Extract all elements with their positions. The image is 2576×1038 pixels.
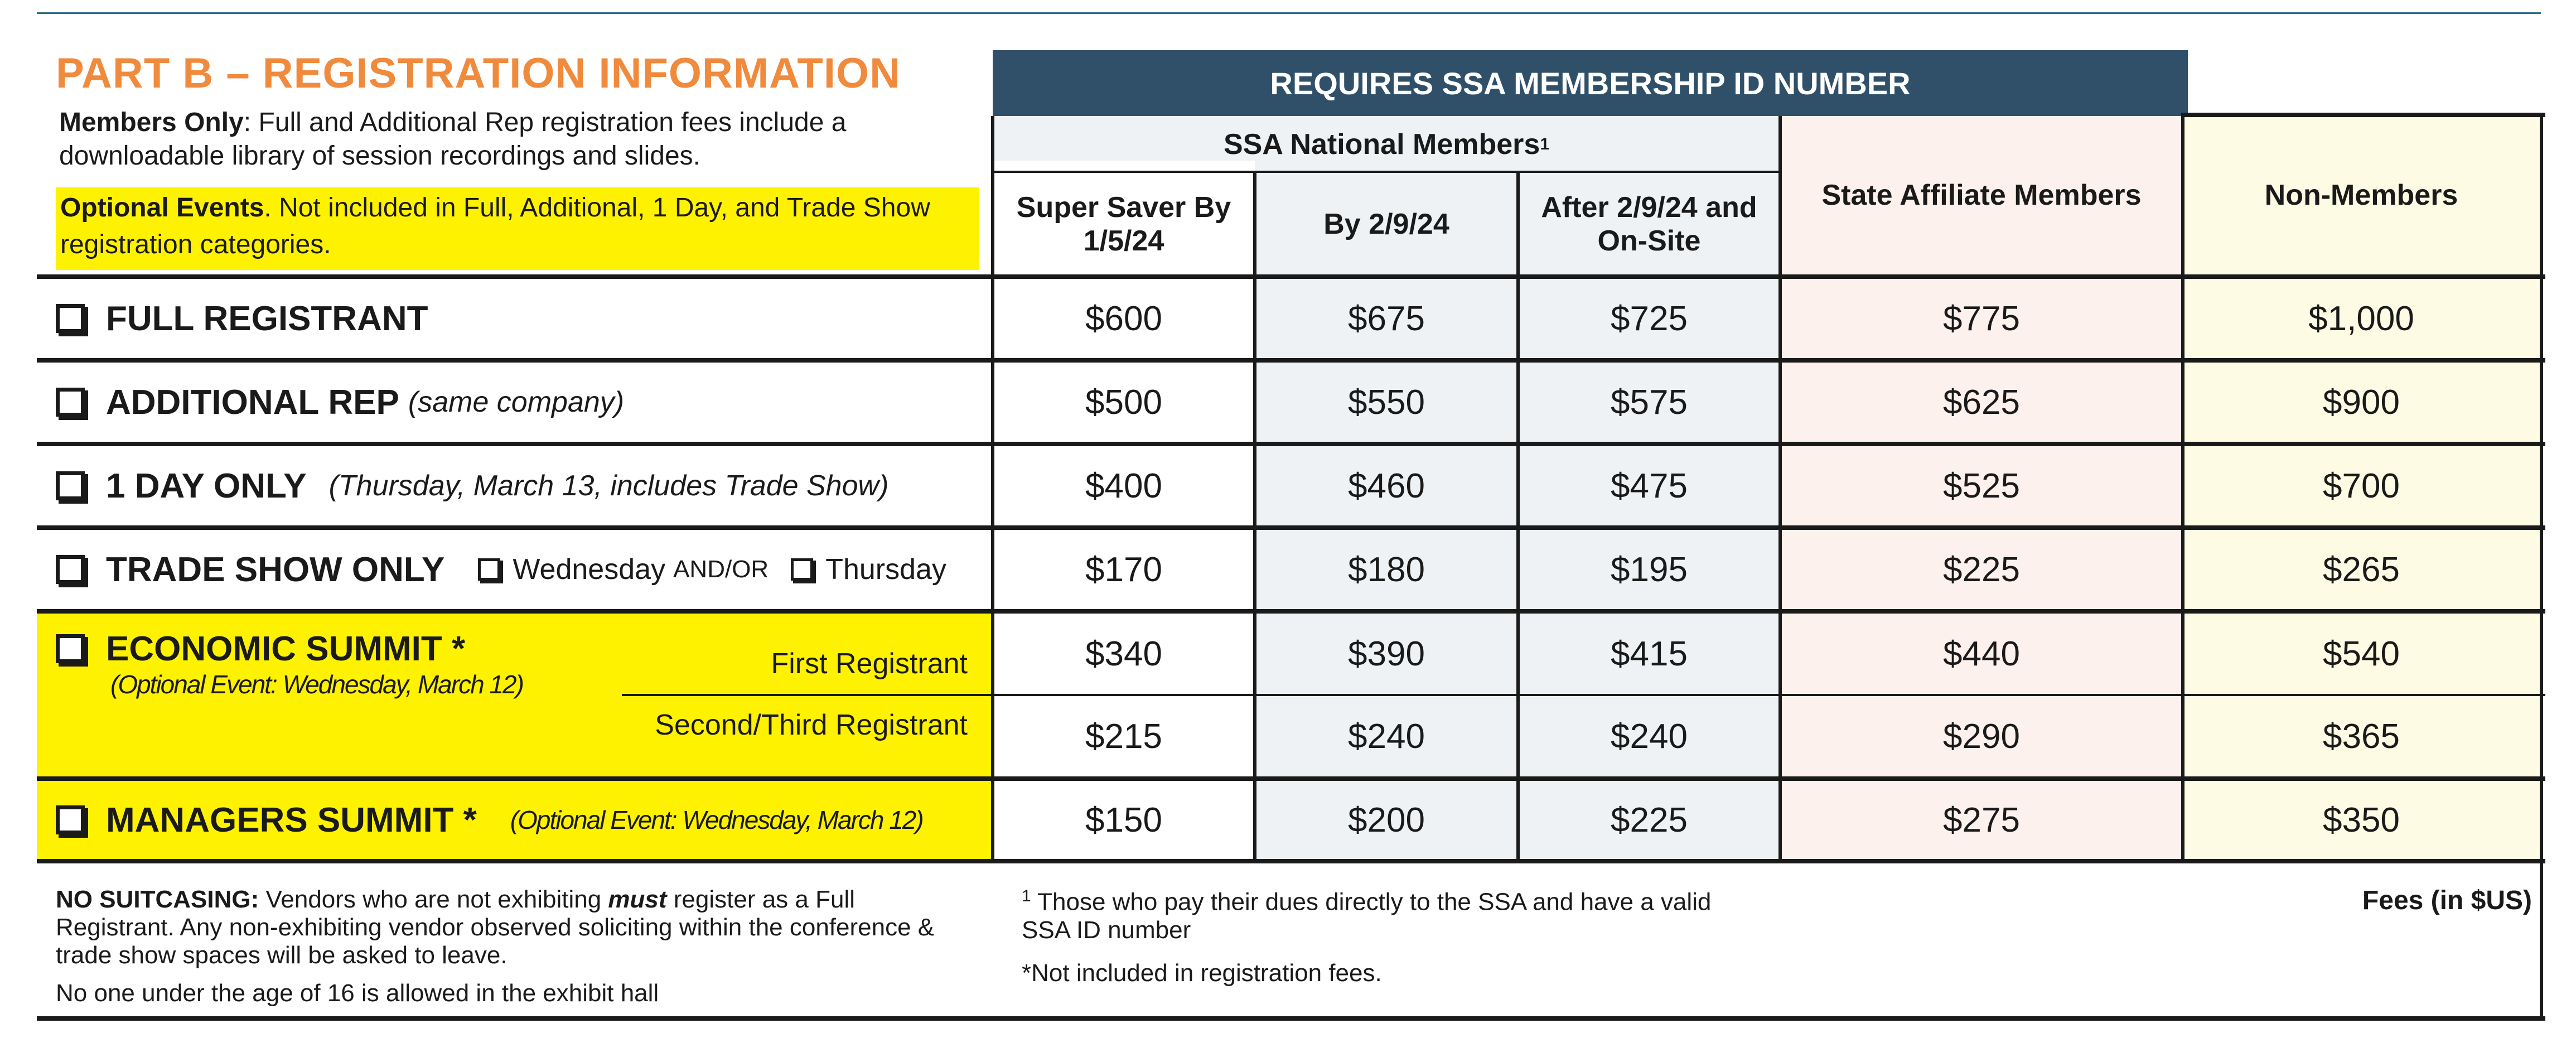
price-cell: $540	[2323, 634, 2400, 673]
price-cell: $240	[1611, 717, 1688, 756]
grid-line	[37, 442, 2545, 446]
row-label-additional-rep: ADDITIONAL REP (same company)	[56, 363, 624, 442]
price-cell: $725	[1611, 299, 1688, 338]
col-header-non-members: Non-Members	[2264, 179, 2458, 211]
price-cell: $390	[1348, 634, 1425, 673]
checkbox-thursday[interactable]	[791, 558, 813, 581]
economic-summit-note: (Optional Event: Wednesday, March 12)	[110, 670, 523, 699]
price-cell: $575	[1611, 383, 1688, 422]
price-cell: $215	[1085, 717, 1162, 756]
price-cell: $340	[1085, 634, 1162, 673]
price-cell: $200	[1348, 800, 1425, 839]
row-label-economic-summit: ECONOMIC SUMMIT *	[56, 624, 465, 674]
checkbox-wednesday[interactable]	[478, 558, 500, 581]
col-header-by-2-9: By 2/9/24	[1323, 208, 1449, 240]
checkbox-icon[interactable]	[56, 805, 85, 834]
col-header-state-affiliate: State Affiliate Members	[1821, 179, 2142, 211]
grid-line	[37, 274, 2545, 279]
checkbox-icon[interactable]	[56, 388, 85, 417]
price-cell: $275	[1943, 800, 2020, 839]
fees-currency-note: Fees (in $US)	[2362, 886, 2532, 915]
grid-line	[37, 358, 2545, 363]
price-cell: $900	[2323, 383, 2400, 422]
col-header-after-2-9: After 2/9/24 and On-Site	[1541, 191, 1757, 257]
page-title: PART B – REGISTRATION INFORMATION	[56, 50, 901, 97]
col-header-super-saver: Super Saver By 1/5/24	[1016, 191, 1231, 257]
price-cell: $525	[1943, 466, 2020, 505]
price-cell: $225	[1943, 550, 2020, 589]
members-only-note: Members Only: Full and Additional Rep registration fees include a downloadable library of session recordings and slides.	[59, 108, 847, 171]
row-label-full-registrant: FULL REGISTRANT	[56, 279, 428, 358]
price-cell: $550	[1348, 383, 1425, 422]
price-cell: $290	[1943, 717, 2020, 756]
row-label-managers-summit: MANAGERS SUMMIT * (Optional Event: Wednesday, March 12)	[56, 781, 923, 859]
price-cell: $775	[1943, 299, 2020, 338]
price-cell: $180	[1348, 550, 1425, 589]
checkbox-icon[interactable]	[56, 471, 85, 500]
grid-line	[993, 171, 1780, 173]
membership-banner: REQUIRES SSA MEMBERSHIP ID NUMBER	[993, 50, 2188, 116]
top-divider	[37, 12, 2541, 14]
grid-line	[37, 609, 2545, 614]
price-cell: $625	[1943, 383, 2020, 422]
price-cell: $365	[2323, 717, 2400, 756]
price-cell: $195	[1611, 550, 1688, 589]
price-cell: $600	[1085, 299, 1162, 338]
checkbox-icon[interactable]	[56, 634, 85, 663]
price-cell: $440	[1943, 634, 2020, 673]
no-suitcasing-note: NO SUITCASING: Vendors who are not exhibiting must register as a Full Registrant. Any non-exhibiting vendor observed soliciting within the conference & trade show spaces will be asked to leave.	[56, 886, 935, 969]
grid-line	[2540, 113, 2543, 1021]
checkbox-icon[interactable]	[56, 304, 85, 333]
price-cell: $700	[2323, 466, 2400, 505]
price-cell: $475	[1611, 466, 1688, 505]
price-cell: $415	[1611, 634, 1688, 673]
price-cell: $350	[2323, 800, 2400, 839]
first-registrant-label: First Registrant	[771, 648, 968, 680]
grid-line	[37, 1016, 2545, 1021]
price-cell: $170	[1085, 550, 1162, 589]
second-third-registrant-label: Second/Third Registrant	[655, 709, 968, 741]
footnote-1: $^1$ Those who pay their dues directly to the SSA and have a valid SSA ID number	[1022, 887, 1712, 944]
price-cell: $225	[1611, 800, 1688, 839]
asterisk-note: *Not included in registration fees.	[1022, 959, 1382, 987]
price-cell: $1,000	[2308, 299, 2414, 338]
grid-line	[37, 859, 2545, 863]
optional-events-note: Optional Events. Not included in Full, Additional, 1 Day, and Trade Show registration categories.	[56, 187, 979, 270]
age-note: No one under the age of 16 is allowed in the exhibit hall	[56, 979, 659, 1007]
price-cell: $150	[1085, 800, 1162, 839]
grid-line	[37, 525, 2545, 530]
price-cell: $500	[1085, 383, 1162, 422]
checkbox-icon[interactable]	[56, 555, 85, 584]
price-cell: $460	[1348, 466, 1425, 505]
price-cell: $675	[1348, 299, 1425, 338]
price-cell: $400	[1085, 466, 1162, 505]
price-cell: $265	[2323, 550, 2400, 589]
row-label-trade-show-only: TRADE SHOW ONLY Wednesday AND/OR Thursday	[56, 530, 946, 609]
ssa-national-members-header: SSA National Members 1	[1223, 128, 1549, 161]
grid-line	[37, 776, 2545, 781]
grid-line	[2183, 113, 2545, 117]
row-label-1-day-only: 1 DAY ONLY (Thursday, March 13, includes Trade Show)	[56, 446, 888, 525]
price-cell: $240	[1348, 717, 1425, 756]
